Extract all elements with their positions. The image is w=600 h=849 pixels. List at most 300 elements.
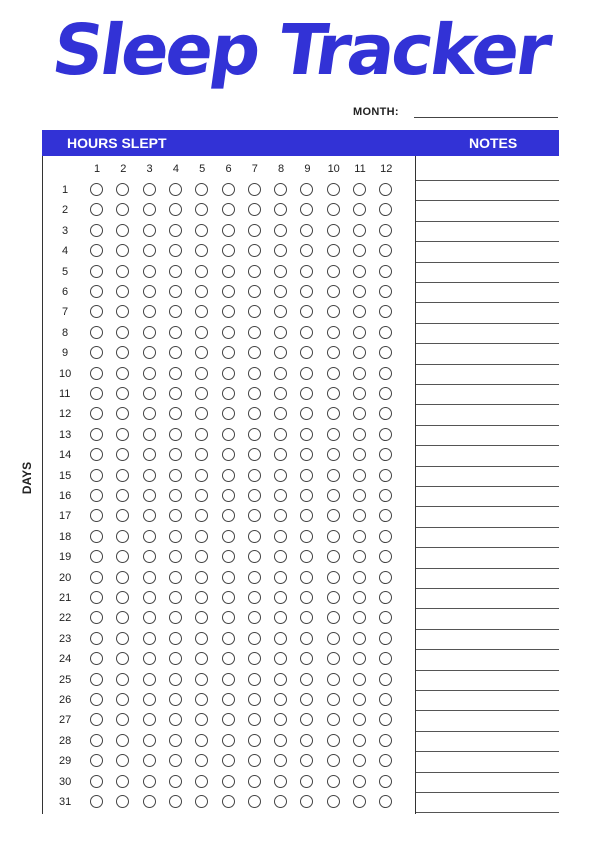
hour-bubble[interactable] xyxy=(274,387,287,400)
hour-bubble[interactable] xyxy=(116,203,129,216)
hour-bubble[interactable] xyxy=(248,203,261,216)
hour-bubble[interactable] xyxy=(353,550,366,563)
hour-bubble[interactable] xyxy=(90,489,103,502)
hour-bubble[interactable] xyxy=(143,734,156,747)
hour-bubble[interactable] xyxy=(353,509,366,522)
hour-bubble[interactable] xyxy=(116,632,129,645)
hour-bubble[interactable] xyxy=(169,734,182,747)
hour-bubble[interactable] xyxy=(143,713,156,726)
hour-bubble[interactable] xyxy=(90,469,103,482)
hour-bubble[interactable] xyxy=(300,183,313,196)
hour-bubble[interactable] xyxy=(274,448,287,461)
hour-bubble[interactable] xyxy=(116,326,129,339)
hour-bubble[interactable] xyxy=(143,265,156,278)
hour-bubble[interactable] xyxy=(143,754,156,767)
hour-bubble[interactable] xyxy=(248,693,261,706)
hour-bubble[interactable] xyxy=(379,407,392,420)
hour-bubble[interactable] xyxy=(353,652,366,665)
hour-bubble[interactable] xyxy=(300,713,313,726)
note-line[interactable] xyxy=(416,690,559,691)
hour-bubble[interactable] xyxy=(116,693,129,706)
hour-bubble[interactable] xyxy=(353,428,366,441)
hour-bubble[interactable] xyxy=(116,305,129,318)
hour-bubble[interactable] xyxy=(195,693,208,706)
hour-bubble[interactable] xyxy=(222,407,235,420)
hour-bubble[interactable] xyxy=(116,489,129,502)
hour-bubble[interactable] xyxy=(274,346,287,359)
note-line[interactable] xyxy=(416,731,559,732)
hour-bubble[interactable] xyxy=(379,734,392,747)
note-line[interactable] xyxy=(416,812,559,813)
hour-bubble[interactable] xyxy=(116,346,129,359)
note-line[interactable] xyxy=(416,404,559,405)
hour-bubble[interactable] xyxy=(353,795,366,808)
hour-bubble[interactable] xyxy=(327,754,340,767)
hour-bubble[interactable] xyxy=(327,305,340,318)
note-line[interactable] xyxy=(416,547,559,548)
hour-bubble[interactable] xyxy=(353,448,366,461)
hour-bubble[interactable] xyxy=(300,285,313,298)
note-line[interactable] xyxy=(416,262,559,263)
hour-bubble[interactable] xyxy=(143,407,156,420)
hour-bubble[interactable] xyxy=(90,224,103,237)
hour-bubble[interactable] xyxy=(222,367,235,380)
hour-bubble[interactable] xyxy=(327,693,340,706)
hour-bubble[interactable] xyxy=(274,632,287,645)
hour-bubble[interactable] xyxy=(90,367,103,380)
hour-bubble[interactable] xyxy=(143,367,156,380)
hour-bubble[interactable] xyxy=(195,265,208,278)
hour-bubble[interactable] xyxy=(195,428,208,441)
hour-bubble[interactable] xyxy=(379,713,392,726)
hour-bubble[interactable] xyxy=(353,775,366,788)
note-line[interactable] xyxy=(416,486,559,487)
hour-bubble[interactable] xyxy=(143,652,156,665)
hour-bubble[interactable] xyxy=(274,754,287,767)
hour-bubble[interactable] xyxy=(248,734,261,747)
hour-bubble[interactable] xyxy=(222,265,235,278)
hour-bubble[interactable] xyxy=(300,611,313,624)
hour-bubble[interactable] xyxy=(379,448,392,461)
hour-bubble[interactable] xyxy=(222,469,235,482)
hour-bubble[interactable] xyxy=(169,775,182,788)
hour-bubble[interactable] xyxy=(248,346,261,359)
hour-bubble[interactable] xyxy=(169,367,182,380)
note-line[interactable] xyxy=(416,792,559,793)
note-line[interactable] xyxy=(416,323,559,324)
hour-bubble[interactable] xyxy=(274,591,287,604)
hour-bubble[interactable] xyxy=(379,489,392,502)
hour-bubble[interactable] xyxy=(379,550,392,563)
hour-bubble[interactable] xyxy=(327,611,340,624)
hour-bubble[interactable] xyxy=(300,407,313,420)
hour-bubble[interactable] xyxy=(248,224,261,237)
hour-bubble[interactable] xyxy=(222,203,235,216)
hour-bubble[interactable] xyxy=(222,489,235,502)
hour-bubble[interactable] xyxy=(169,428,182,441)
hour-bubble[interactable] xyxy=(195,591,208,604)
hour-bubble[interactable] xyxy=(116,183,129,196)
hour-bubble[interactable] xyxy=(353,367,366,380)
hour-bubble[interactable] xyxy=(327,407,340,420)
hour-bubble[interactable] xyxy=(169,795,182,808)
hour-bubble[interactable] xyxy=(195,224,208,237)
hour-bubble[interactable] xyxy=(353,469,366,482)
hour-bubble[interactable] xyxy=(274,244,287,257)
hour-bubble[interactable] xyxy=(195,387,208,400)
hour-bubble[interactable] xyxy=(274,407,287,420)
hour-bubble[interactable] xyxy=(379,795,392,808)
hour-bubble[interactable] xyxy=(90,305,103,318)
hour-bubble[interactable] xyxy=(116,367,129,380)
hour-bubble[interactable] xyxy=(353,754,366,767)
hour-bubble[interactable] xyxy=(300,632,313,645)
hour-bubble[interactable] xyxy=(327,387,340,400)
hour-bubble[interactable] xyxy=(327,652,340,665)
hour-bubble[interactable] xyxy=(90,795,103,808)
hour-bubble[interactable] xyxy=(169,448,182,461)
hour-bubble[interactable] xyxy=(300,448,313,461)
hour-bubble[interactable] xyxy=(248,754,261,767)
hour-bubble[interactable] xyxy=(327,265,340,278)
hour-bubble[interactable] xyxy=(274,795,287,808)
hour-bubble[interactable] xyxy=(300,673,313,686)
hour-bubble[interactable] xyxy=(248,367,261,380)
hour-bubble[interactable] xyxy=(169,530,182,543)
hour-bubble[interactable] xyxy=(143,326,156,339)
hour-bubble[interactable] xyxy=(116,530,129,543)
hour-bubble[interactable] xyxy=(248,632,261,645)
note-line[interactable] xyxy=(416,466,559,467)
hour-bubble[interactable] xyxy=(222,571,235,584)
hour-bubble[interactable] xyxy=(274,509,287,522)
hour-bubble[interactable] xyxy=(300,509,313,522)
hour-bubble[interactable] xyxy=(379,611,392,624)
hour-bubble[interactable] xyxy=(379,632,392,645)
note-line[interactable] xyxy=(416,180,559,181)
hour-bubble[interactable] xyxy=(169,224,182,237)
hour-bubble[interactable] xyxy=(195,530,208,543)
hour-bubble[interactable] xyxy=(353,489,366,502)
hour-bubble[interactable] xyxy=(327,367,340,380)
hour-bubble[interactable] xyxy=(116,734,129,747)
hour-bubble[interactable] xyxy=(90,713,103,726)
hour-bubble[interactable] xyxy=(169,673,182,686)
hour-bubble[interactable] xyxy=(379,509,392,522)
hour-bubble[interactable] xyxy=(274,224,287,237)
hour-bubble[interactable] xyxy=(222,346,235,359)
hour-bubble[interactable] xyxy=(248,305,261,318)
hour-bubble[interactable] xyxy=(222,224,235,237)
hour-bubble[interactable] xyxy=(274,326,287,339)
hour-bubble[interactable] xyxy=(90,407,103,420)
hour-bubble[interactable] xyxy=(248,530,261,543)
hour-bubble[interactable] xyxy=(222,652,235,665)
hour-bubble[interactable] xyxy=(379,305,392,318)
hour-bubble[interactable] xyxy=(379,346,392,359)
hour-bubble[interactable] xyxy=(90,265,103,278)
hour-bubble[interactable] xyxy=(116,713,129,726)
hour-bubble[interactable] xyxy=(143,224,156,237)
hour-bubble[interactable] xyxy=(90,673,103,686)
hour-bubble[interactable] xyxy=(300,693,313,706)
hour-bubble[interactable] xyxy=(169,285,182,298)
hour-bubble[interactable] xyxy=(195,203,208,216)
hour-bubble[interactable] xyxy=(169,203,182,216)
hour-bubble[interactable] xyxy=(116,775,129,788)
hour-bubble[interactable] xyxy=(248,795,261,808)
hour-bubble[interactable] xyxy=(248,285,261,298)
hour-bubble[interactable] xyxy=(353,387,366,400)
hour-bubble[interactable] xyxy=(143,693,156,706)
hour-bubble[interactable] xyxy=(195,285,208,298)
hour-bubble[interactable] xyxy=(222,530,235,543)
hour-bubble[interactable] xyxy=(195,754,208,767)
note-line[interactable] xyxy=(416,527,559,528)
hour-bubble[interactable] xyxy=(143,591,156,604)
hour-bubble[interactable] xyxy=(143,285,156,298)
hour-bubble[interactable] xyxy=(169,509,182,522)
hour-bubble[interactable] xyxy=(116,591,129,604)
hour-bubble[interactable] xyxy=(248,611,261,624)
hour-bubble[interactable] xyxy=(379,530,392,543)
hour-bubble[interactable] xyxy=(169,387,182,400)
hour-bubble[interactable] xyxy=(195,611,208,624)
hour-bubble[interactable] xyxy=(248,428,261,441)
hour-bubble[interactable] xyxy=(379,775,392,788)
hour-bubble[interactable] xyxy=(353,265,366,278)
note-line[interactable] xyxy=(416,282,559,283)
month-input-line[interactable] xyxy=(414,117,558,118)
hour-bubble[interactable] xyxy=(353,632,366,645)
hour-bubble[interactable] xyxy=(195,652,208,665)
hour-bubble[interactable] xyxy=(353,591,366,604)
hour-bubble[interactable] xyxy=(195,775,208,788)
hour-bubble[interactable] xyxy=(90,693,103,706)
hour-bubble[interactable] xyxy=(274,550,287,563)
hour-bubble[interactable] xyxy=(300,754,313,767)
hour-bubble[interactable] xyxy=(143,795,156,808)
hour-bubble[interactable] xyxy=(300,346,313,359)
hour-bubble[interactable] xyxy=(353,693,366,706)
hour-bubble[interactable] xyxy=(222,693,235,706)
hour-bubble[interactable] xyxy=(353,407,366,420)
hour-bubble[interactable] xyxy=(327,530,340,543)
hour-bubble[interactable] xyxy=(300,326,313,339)
hour-bubble[interactable] xyxy=(274,652,287,665)
hour-bubble[interactable] xyxy=(143,428,156,441)
hour-bubble[interactable] xyxy=(222,734,235,747)
hour-bubble[interactable] xyxy=(116,795,129,808)
hour-bubble[interactable] xyxy=(248,244,261,257)
hour-bubble[interactable] xyxy=(353,183,366,196)
hour-bubble[interactable] xyxy=(327,632,340,645)
note-line[interactable] xyxy=(416,629,559,630)
hour-bubble[interactable] xyxy=(143,305,156,318)
hour-bubble[interactable] xyxy=(116,387,129,400)
hour-bubble[interactable] xyxy=(327,673,340,686)
hour-bubble[interactable] xyxy=(327,591,340,604)
note-line[interactable] xyxy=(416,241,559,242)
hour-bubble[interactable] xyxy=(353,203,366,216)
hour-bubble[interactable] xyxy=(90,611,103,624)
hour-bubble[interactable] xyxy=(90,183,103,196)
hour-bubble[interactable] xyxy=(327,489,340,502)
hour-bubble[interactable] xyxy=(274,183,287,196)
hour-bubble[interactable] xyxy=(90,428,103,441)
hour-bubble[interactable] xyxy=(222,285,235,298)
hour-bubble[interactable] xyxy=(274,693,287,706)
hour-bubble[interactable] xyxy=(379,428,392,441)
hour-bubble[interactable] xyxy=(274,713,287,726)
hour-bubble[interactable] xyxy=(248,183,261,196)
note-line[interactable] xyxy=(416,710,559,711)
hour-bubble[interactable] xyxy=(222,611,235,624)
note-line[interactable] xyxy=(416,425,559,426)
note-line[interactable] xyxy=(416,221,559,222)
hour-bubble[interactable] xyxy=(90,591,103,604)
hour-bubble[interactable] xyxy=(379,591,392,604)
hour-bubble[interactable] xyxy=(248,326,261,339)
hour-bubble[interactable] xyxy=(300,387,313,400)
hour-bubble[interactable] xyxy=(300,550,313,563)
hour-bubble[interactable] xyxy=(248,673,261,686)
hour-bubble[interactable] xyxy=(300,469,313,482)
hour-bubble[interactable] xyxy=(353,673,366,686)
hour-bubble[interactable] xyxy=(195,571,208,584)
hour-bubble[interactable] xyxy=(169,305,182,318)
note-line[interactable] xyxy=(416,384,559,385)
hour-bubble[interactable] xyxy=(327,203,340,216)
hour-bubble[interactable] xyxy=(169,713,182,726)
hour-bubble[interactable] xyxy=(195,509,208,522)
hour-bubble[interactable] xyxy=(248,591,261,604)
hour-bubble[interactable] xyxy=(274,469,287,482)
hour-bubble[interactable] xyxy=(116,550,129,563)
hour-bubble[interactable] xyxy=(327,244,340,257)
hour-bubble[interactable] xyxy=(222,550,235,563)
hour-bubble[interactable] xyxy=(300,203,313,216)
hour-bubble[interactable] xyxy=(248,775,261,788)
hour-bubble[interactable] xyxy=(353,571,366,584)
hour-bubble[interactable] xyxy=(353,326,366,339)
hour-bubble[interactable] xyxy=(300,265,313,278)
hour-bubble[interactable] xyxy=(90,244,103,257)
hour-bubble[interactable] xyxy=(379,244,392,257)
hour-bubble[interactable] xyxy=(248,550,261,563)
hour-bubble[interactable] xyxy=(274,265,287,278)
hour-bubble[interactable] xyxy=(195,469,208,482)
hour-bubble[interactable] xyxy=(195,407,208,420)
hour-bubble[interactable] xyxy=(300,305,313,318)
hour-bubble[interactable] xyxy=(353,224,366,237)
note-line[interactable] xyxy=(416,751,559,752)
note-line[interactable] xyxy=(416,568,559,569)
hour-bubble[interactable] xyxy=(143,775,156,788)
hour-bubble[interactable] xyxy=(379,183,392,196)
hour-bubble[interactable] xyxy=(248,407,261,420)
hour-bubble[interactable] xyxy=(379,469,392,482)
hour-bubble[interactable] xyxy=(116,285,129,298)
hour-bubble[interactable] xyxy=(353,734,366,747)
hour-bubble[interactable] xyxy=(195,346,208,359)
hour-bubble[interactable] xyxy=(300,224,313,237)
hour-bubble[interactable] xyxy=(300,775,313,788)
hour-bubble[interactable] xyxy=(169,754,182,767)
hour-bubble[interactable] xyxy=(327,795,340,808)
hour-bubble[interactable] xyxy=(90,530,103,543)
hour-bubble[interactable] xyxy=(300,652,313,665)
hour-bubble[interactable] xyxy=(300,428,313,441)
hour-bubble[interactable] xyxy=(195,183,208,196)
hour-bubble[interactable] xyxy=(300,367,313,380)
hour-bubble[interactable] xyxy=(195,713,208,726)
hour-bubble[interactable] xyxy=(195,244,208,257)
hour-bubble[interactable] xyxy=(116,754,129,767)
hour-bubble[interactable] xyxy=(169,591,182,604)
hour-bubble[interactable] xyxy=(195,734,208,747)
hour-bubble[interactable] xyxy=(274,367,287,380)
hour-bubble[interactable] xyxy=(195,326,208,339)
hour-bubble[interactable] xyxy=(248,652,261,665)
hour-bubble[interactable] xyxy=(195,550,208,563)
hour-bubble[interactable] xyxy=(90,509,103,522)
hour-bubble[interactable] xyxy=(169,693,182,706)
hour-bubble[interactable] xyxy=(143,530,156,543)
hour-bubble[interactable] xyxy=(327,285,340,298)
hour-bubble[interactable] xyxy=(379,326,392,339)
hour-bubble[interactable] xyxy=(222,632,235,645)
hour-bubble[interactable] xyxy=(90,326,103,339)
hour-bubble[interactable] xyxy=(379,367,392,380)
hour-bubble[interactable] xyxy=(143,244,156,257)
hour-bubble[interactable] xyxy=(327,326,340,339)
hour-bubble[interactable] xyxy=(327,734,340,747)
hour-bubble[interactable] xyxy=(195,305,208,318)
hour-bubble[interactable] xyxy=(274,489,287,502)
hour-bubble[interactable] xyxy=(195,795,208,808)
hour-bubble[interactable] xyxy=(143,489,156,502)
hour-bubble[interactable] xyxy=(248,387,261,400)
hour-bubble[interactable] xyxy=(274,530,287,543)
hour-bubble[interactable] xyxy=(274,428,287,441)
hour-bubble[interactable] xyxy=(143,571,156,584)
hour-bubble[interactable] xyxy=(90,285,103,298)
hour-bubble[interactable] xyxy=(327,509,340,522)
hour-bubble[interactable] xyxy=(300,244,313,257)
hour-bubble[interactable] xyxy=(222,591,235,604)
hour-bubble[interactable] xyxy=(274,285,287,298)
hour-bubble[interactable] xyxy=(116,224,129,237)
hour-bubble[interactable] xyxy=(169,407,182,420)
hour-bubble[interactable] xyxy=(116,611,129,624)
hour-bubble[interactable] xyxy=(143,387,156,400)
hour-bubble[interactable] xyxy=(169,489,182,502)
hour-bubble[interactable] xyxy=(379,693,392,706)
hour-bubble[interactable] xyxy=(116,571,129,584)
hour-bubble[interactable] xyxy=(195,632,208,645)
hour-bubble[interactable] xyxy=(248,489,261,502)
hour-bubble[interactable] xyxy=(300,489,313,502)
hour-bubble[interactable] xyxy=(353,305,366,318)
hour-bubble[interactable] xyxy=(90,448,103,461)
hour-bubble[interactable] xyxy=(379,571,392,584)
note-line[interactable] xyxy=(416,364,559,365)
hour-bubble[interactable] xyxy=(327,550,340,563)
hour-bubble[interactable] xyxy=(222,509,235,522)
hour-bubble[interactable] xyxy=(143,346,156,359)
hour-bubble[interactable] xyxy=(116,407,129,420)
